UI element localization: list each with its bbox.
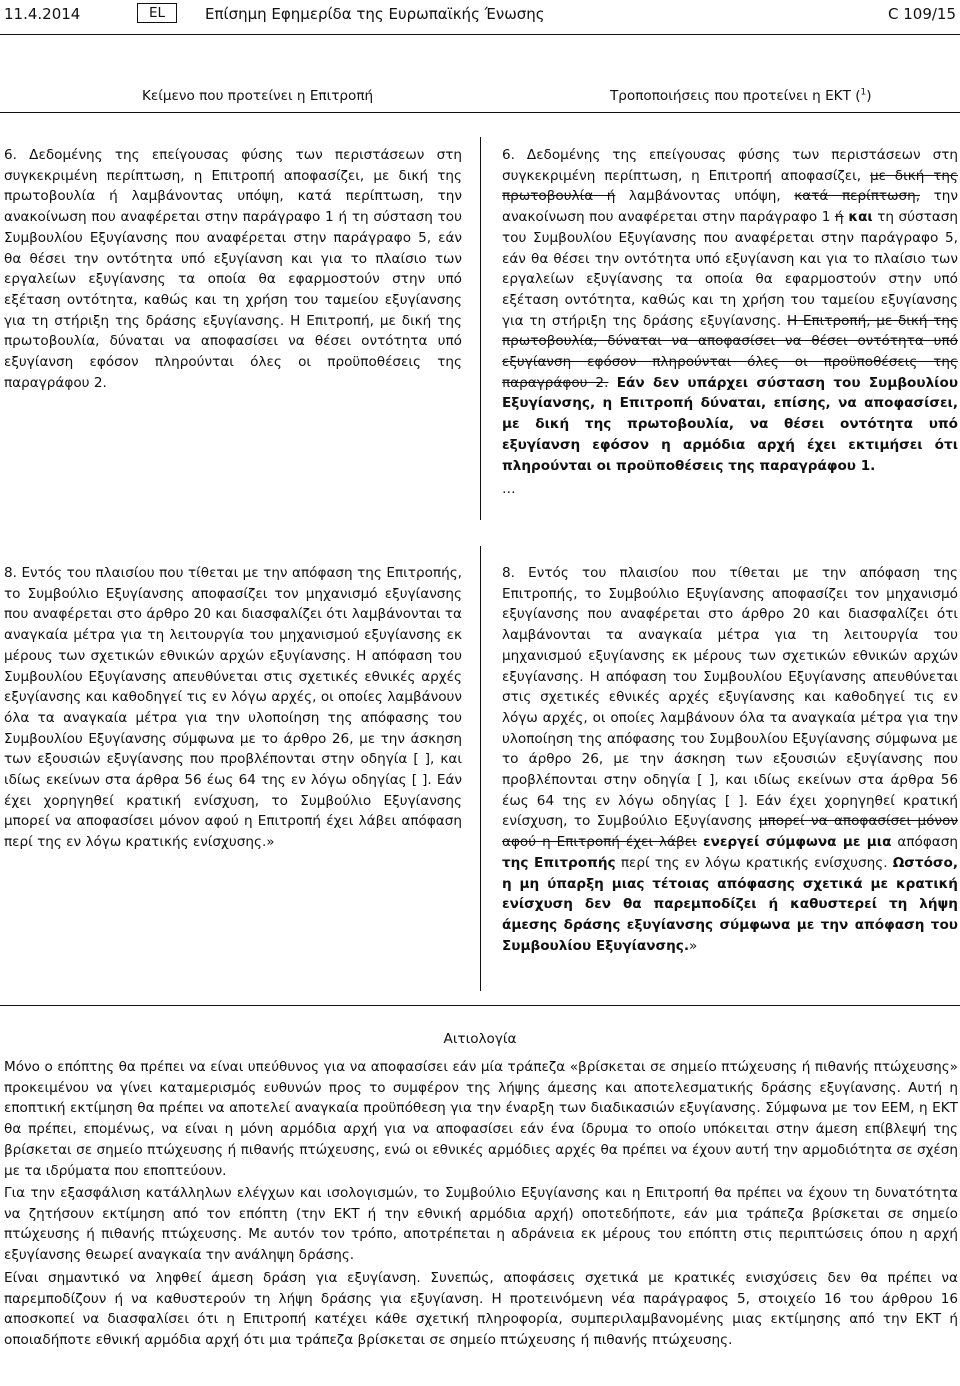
justification-paragraph-3: Είναι σημαντικό να ληφθεί άμεση δράση για εξυγίανση. Συνεπώς, αποφάσεις σχετικά με κρατικές ενισχύσεις δεν θα πρέπει να παρεμποδίζουν ή να καθυστερούν τη λήψη δράσης για εξυγίανση. Η προτεινόμενη νέα παράγραφος 5, στοιχείο 16 του άρθρου 16 αποσκοπεί να διασφαλίσει ότι η Επιτροπή κατέχει κάθε σχετική πληροφορία, συμπεριλαμβανομένης μιας εκτίμησης από την ΕΚΤ ή οποιαδήποτε εθνική αρμόδια αρχή ότι μια τράπεζα βρίσκεται σε σημείο πτώχευσης ή πιθανής πτώχευσης. bbox=[4, 1270, 958, 1349]
table-bottom-rule bbox=[0, 1005, 960, 1006]
journal-title: Επίσημη Εφημερίδα της Ευρωπαϊκής Ένωσης bbox=[205, 5, 545, 23]
deleted-text: ή bbox=[834, 209, 844, 226]
deleted-text: με δική της πρωτοβουλία ή bbox=[502, 167, 958, 205]
right-column-heading: Τροποποιήσεις που προτείνει η ΕΚΤ ($^1$) bbox=[610, 87, 872, 104]
page-number: C 109/15 bbox=[887, 5, 956, 23]
justification-paragraph-1: Μόνο ο επόπτης θα πρέπει να είναι υπεύθυνος για να αποφασίσει εάν μία τράπεζα «βρίσκεται σε σημείο πτώχευσης ή πιθανής πτώχευσης» προκειμένου να γίνει καταμερισμός ευθυνών προς το συμφέρον της λήψης άμεσης και αποτελεσματικής δράσης εξυγίανσης. Αυτή η εποπτική εκτίμηση θα πρέπει να αποτελεί αναγκαία προϋπόθεση για την έναρξη των διαδικασιών εξυγίανσης. Σύμφωνα με τον ΕΕΜ, η ΕΚΤ θα πρέπει, επομένως, να είναι η μόνη αρμόδια αρχή για να αποφασίσει εάν ένα ίδρυμα το οποίο υπόκειται στην άμεση επίβλεψή της βρίσκεται σε σημείο πτώχευσης ή πιθανής πτώχευσης, ενώ οι εθνικές αρμόδιες αρχές θα πρέπει να έχουν αυτή την αρμοδιότητα σε σχέση με τα ιδρύματα που εποπτεύουν. bbox=[4, 1059, 958, 1179]
header-divider bbox=[0, 34, 960, 35]
proposal-paragraph-6: 6. Δεδομένης της επείγουσας φύσης των περιστάσεων στη συγκεκριμένη περίπτωση, η Επιτροπή αποφασίζει, με δική της πρωτοβουλία ή λαμβάνοντας υπόψη, κατά περίπτωση, την ανακοίνωση που αναφέρεται στην παράγραφο 1 ή τη σύσταση του Συμβουλίου Εξυγίανσης που αναφέρεται στην παράγραφο 5, εάν θα θέσει την οντότητα υπό εξυγίανση και για το πλαίσιο των εργαλείων εξυγίανσης τα οποία θα εφαρμοστούν στην υπό εξέταση οντότητα, καθώς και τη χρήση του ταμείου εξυγίανσης για τη στήριξη της δράσης εξυγίανσης. Η Επιτροπή, με δική της πρωτοβουλία, δύναται να αποφασίσει να θέσει οντότητα υπό εξυγίανση εφόσον πληρούνται όλες οι προϋποθέσεις της παραγράφου 2. bbox=[4, 147, 462, 391]
amendment-paragraph-6: 6. Δεδομένης της επείγουσας φύσης των περιστάσεων στη συγκεκριμένη περίπτωση, η Επιτροπή αποφασίζει, με δική της πρωτοβουλία ή λαμβάνοντας υπόψη, κατά περίπτωση, την ανακοίνωση που αναφέρεται στην παράγραφο 1 ή και τη σύσταση του Συμβουλίου Εξυγίανσης που αναφέρεται στην παράγραφο 5, εάν θα θέσει την οντότητα υπό εξυγίανση και για το πλαίσιο των εργαλείων εξυγίανσης τα οποία θα εφαρμοστούν στην υπό εξέταση οντότητα, καθώς και τη χρήση του ταμείου εξυγίανσης για τη στήριξη της δράσης εξυγίανσης. Η Επιτροπή, με δική της πρωτοβουλία, δύναται να αποφασίσει να θέσει οντότητα υπό εξυγίανση εφόσον πληρούνται όλες οι προϋποθέσεις της παραγράφου 2. Εάν δεν υπάρχει σύσταση του Συμβουλίου Εξυγίανσης, η Επιτροπή δύναται, επίσης, να αποφασίσει, με δική της πρωτοβουλία, να θέσει οντότητα υπό εξυγίανση εφόσον η αρμόδια αρχή έχει εκτιμήσει ότι πληρούνται οι προϋποθέσεις της παραγράφου 1. bbox=[502, 147, 959, 474]
footnote-ref: 1 bbox=[860, 87, 867, 98]
amendment-paragraph-8: 8. Εντός του πλαισίου που τίθεται με την απόφαση της Επιτροπής, το Συμβούλιο Εξυγίανσης αποφασίζει τον μηχανισμό εξυγίανσης που αναφέρεται στο άρθρο 20 και διασφαλίζει ότι λαμβάνονται τα αναγκαία μέτρα για τη λειτουργία του μηχανισμού εξυγίανσης εκ μέρους των σχετικών εθνικών αρχών εξυγίανσης. Η απόφαση του Συμβουλίου Εξυγίανσης απευθύνεται στις σχετικές εθνικές αρχές εξυγίανσης και καθοδηγεί τις εν λόγω αρχές, οι οποίες λαμβάνουν όλα τα αναγκαία μέτρα για την υλοποίηση της απόφασης του Συμβουλίου Εξυγίανσης σύμφωνα με το άρθρο 26, με την άσκηση των εξουσιών εξυγίανσης που προβλέπονται στην οδηγία [ ], και ιδίως εκείνων στα άρθρα 56 έως 64 της εν λόγω οδηγίας [ ]. Εάν έχει χορηγηθεί κρατική ενίσχυση, το Συμβούλιο Εξυγίανσης μπορεί να αποφασίσει μόνον αφού η Επιτροπή έχει λάβει ενεργεί σύμφωνα με μια απόφαση της Επιτροπής περί της εν λόγω κρατικής ενίσχυσης. Ωστόσο, η μη ύπαρξη μιας τέτοιας απόφασης σχετικά με κρατική ενίσχυση δεν θα παρεμποδίζει ή καθυστερεί τη λήψη άμεσης δράσης εξυγίανσης σύμφωνα με την απόφαση του Συμβουλίου Εξυγίανσης.» bbox=[502, 565, 959, 954]
deleted-text: μπορεί να αποφασίσει μόνον αφού η Επιτροπή έχει λάβει bbox=[502, 813, 958, 851]
table-top-rule bbox=[0, 112, 960, 113]
inserted-text: Εάν δεν υπάρχει σύσταση του Συμβουλίου Εξυγίανσης, η Επιτροπή δύναται, επίσης, να αποφασίσει, με δική της πρωτοβουλία, να θέσει οντότητα υπό εξυγίανση εφόσον η αρμόδια αρχή έχει εκτιμήσει ότι πληρούνται οι προϋποθέσεις της παραγράφου 1. bbox=[502, 374, 958, 474]
deleted-text: κατά περίπτωση, bbox=[794, 188, 921, 205]
language-code-box: EL bbox=[137, 3, 177, 23]
inserted-text: της Επιτροπής bbox=[502, 854, 616, 871]
column-divider bbox=[480, 546, 481, 991]
justification-title: Αιτιολογία bbox=[443, 1031, 517, 1047]
inserted-text: και bbox=[843, 209, 873, 226]
ellipsis: … bbox=[502, 481, 516, 497]
page-header bbox=[0, 0, 960, 40]
proposal-paragraph-8: 8. Εντός του πλαισίου που τίθεται με την απόφαση της Επιτροπής, το Συμβούλιο Εξυγίανσης αποφασίζει τον μηχανισμό εξυγίανσης που αναφέρεται στο άρθρο 20 και διασφαλίζει ότι λαμβάνονται τα αναγκαία μέτρα για τη λειτουργία του μηχανισμού εξυγίανσης εκ μέρους των σχετικών εθνικών αρχών εξυγίανσης. Η απόφαση του Συμβουλίου Εξυγίανσης απευθύνεται στις σχετικές εθνικές αρχές εξυγίανσης και καθοδηγεί τις εν λόγω αρχές, οι οποίες λαμβάνουν όλα τα αναγκαία μέτρα για την υλοποίηση της απόφασης του Συμβουλίου Εξυγίανσης σύμφωνα με το άρθρο 26, με την άσκηση των εξουσιών εξυγίανσης που προβλέπονται στην οδηγία [ ], και ιδίως εκείνων στα άρθρα 56 έως 64 της εν λόγω οδηγίας [ ]. Εάν έχει χορηγηθεί κρατική ενίσχυση, το Συμβούλιο Εξυγίανσης μπορεί να αποφασίσει μόνον αφού η Επιτροπή έχει λάβει απόφαση περί της εν λόγω κρατικής ενίσχυσης.» bbox=[4, 565, 462, 851]
publication-date: 11.4.2014 bbox=[4, 5, 81, 23]
left-column-heading: Κείμενο που προτείνει η Επιτροπή bbox=[142, 88, 374, 104]
column-divider bbox=[480, 137, 481, 520]
justification-paragraph-2: Για την εξασφάλιση κατάλληλων ελέγχων και ισολογισμών, το Συμβούλιο Εξυγίανσης και η Επιτροπή θα πρέπει να έχουν τη δυνατότητα να ζητήσουν εκτίμηση από τον επόπτη (την ΕΚΤ ή την εθνική αρμόδια αρχή) οποτεδήποτε, εάν μια τράπεζα βρίσκεται σε σημείο πτώχευσης ή πιθανής πτώχευσης. Με αυτόν τον τρόπο, αποτρέπεται η αδράνεια εκ μέρους του επόπτη στις περιπτώσεις όπου η αρχή εξυγίανσης θεωρεί αναγκαία την ανάληψη δράσης. bbox=[4, 1185, 958, 1264]
inserted-text: Ωστόσο, η μη ύπαρξη μιας τέτοιας απόφασης σχετικά με κρατική ενίσχυση δεν θα παρεμποδίζει ή καθυστερεί τη λήψη άμεσης δράσης εξυγίανσης σύμφωνα με την απόφαση του Συμβουλίου Εξυγίανσης. bbox=[502, 854, 958, 954]
deleted-text: Η Επιτροπή, με δική της πρωτοβουλία, δύναται να αποφασίσει να θέσει οντότητα υπό εξυγίανση εφόσον πληρούνται όλες οι προϋποθέσεις της παραγράφου 2. bbox=[502, 312, 958, 391]
inserted-text: ενεργεί σύμφωνα με μια bbox=[696, 834, 892, 851]
